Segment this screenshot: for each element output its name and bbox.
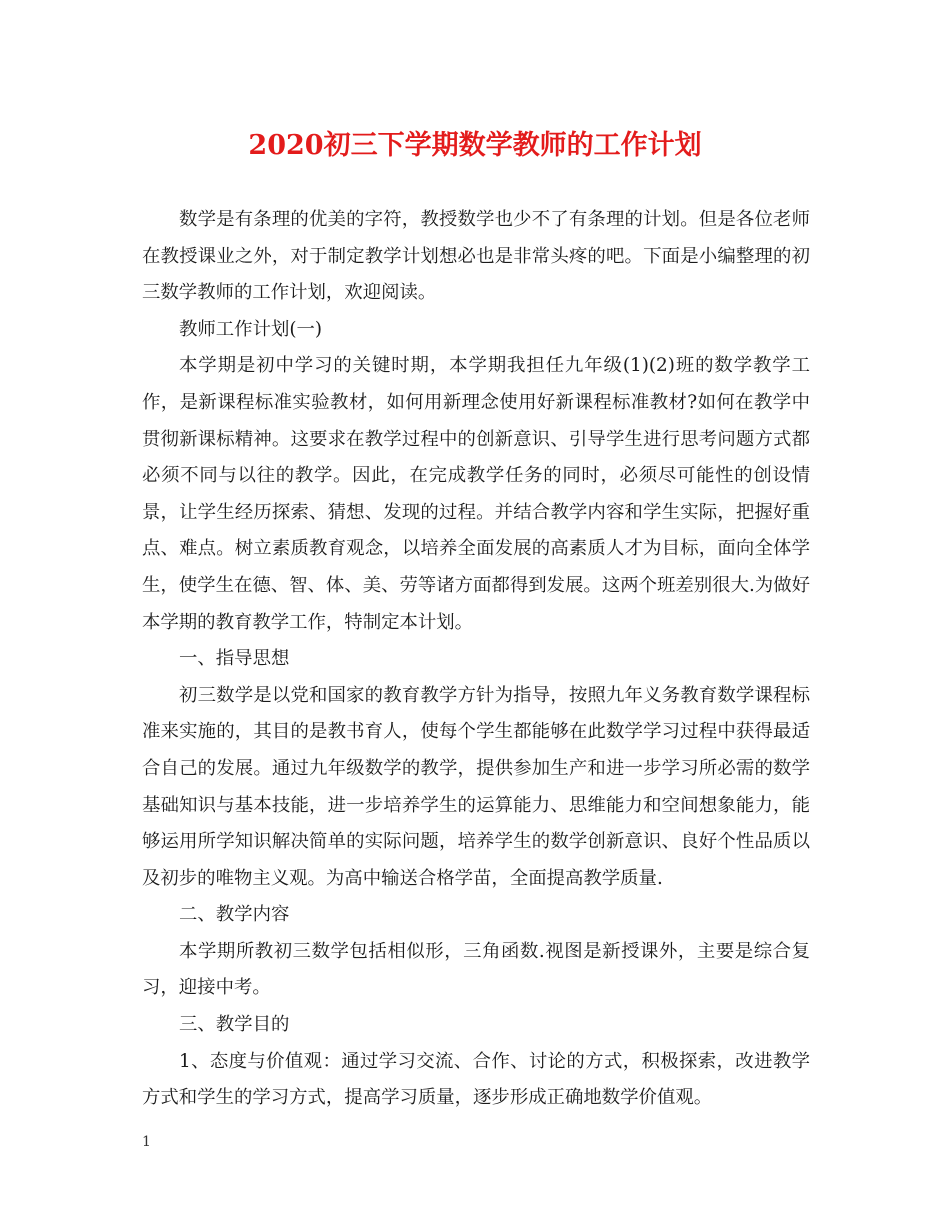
section-heading-teaching-content: 二、教学内容 [179, 904, 290, 926]
section-heading-teaching-goals: 三、教学目的 [179, 1014, 290, 1036]
paragraph-teaching-goals-1: 1、态度与价值观：通过学习交流、合作、讨论的方式，积极探索，改进教学方式和学生的学习方式，提高学习质量，逐步形成正确地数学价值观。 [142, 1050, 810, 1109]
paragraph-intro: 数学是有条理的优美的字符，教授数学也少不了有条理的计划。但是各位老师在教授课业之外，对于制定教学计划想必也是非常头疼的吧。下面是小编整理的初三数学教师的工作计划，欢迎阅读。 [142, 209, 810, 304]
document-body [142, 202, 810, 1117]
paragraph-teaching-content: 本学期所教初三数学包括相似形，三角函数.视图是新授课外，主要是综合复习，迎接中考。 [142, 940, 810, 999]
document-title: 2020初三下学期数学教师的工作计划 [248, 130, 702, 161]
section-heading-plan-one: 教师工作计划(一) [179, 318, 323, 340]
paragraph-guiding-ideology: 初三数学是以党和国家的教育教学方针为指导，按照九年义务教育数学课程标准来实施的，其目的是教书育人，使每个学生都能够在此数学学习过程中获得最适合自己的发展。通过九年级数学的教学，提供参加生产和进一步学习所必需的数学基础知识与基本技能，进一步培养学生的运算能力、思维能力和空间想象能力，能够运用所学知识解决简单的实际问题，培养学生的数学创新意识、良好个性品质以及初步的唯物主义观。为高中输送合格学苗，全面提高教学质量. [142, 684, 810, 889]
paragraph-semester-overview: 本学期是初中学习的关键时期，本学期我担任九年级(1)(2)班的数学教学工作，是新课程标准实验教材，如何用新理念使用好新课程标准教材?如何在教学中贯彻新课标精神。这要求在教学过程中的创新意识、引导学生进行思考问题方式都必须不同与以往的教学。因此，在完成教学任务的同时，必须尽可能性的创设情景，让学生经历探索、猜想、发现的过程。并结合教学内容和学生实际，把握好重点、难点。树立素质教育观念，以培养全面发展的高素质人才为目标，面向全体学生，使学生在德、智、体、美、劳等诸方面都得到发展。这两个班差别很大.为做好本学期的教育教学工作，特制定本计划。 [142, 355, 810, 633]
page-number: 1 [142, 1134, 151, 1150]
section-heading-guiding-ideology: 一、指导思想 [179, 648, 290, 670]
